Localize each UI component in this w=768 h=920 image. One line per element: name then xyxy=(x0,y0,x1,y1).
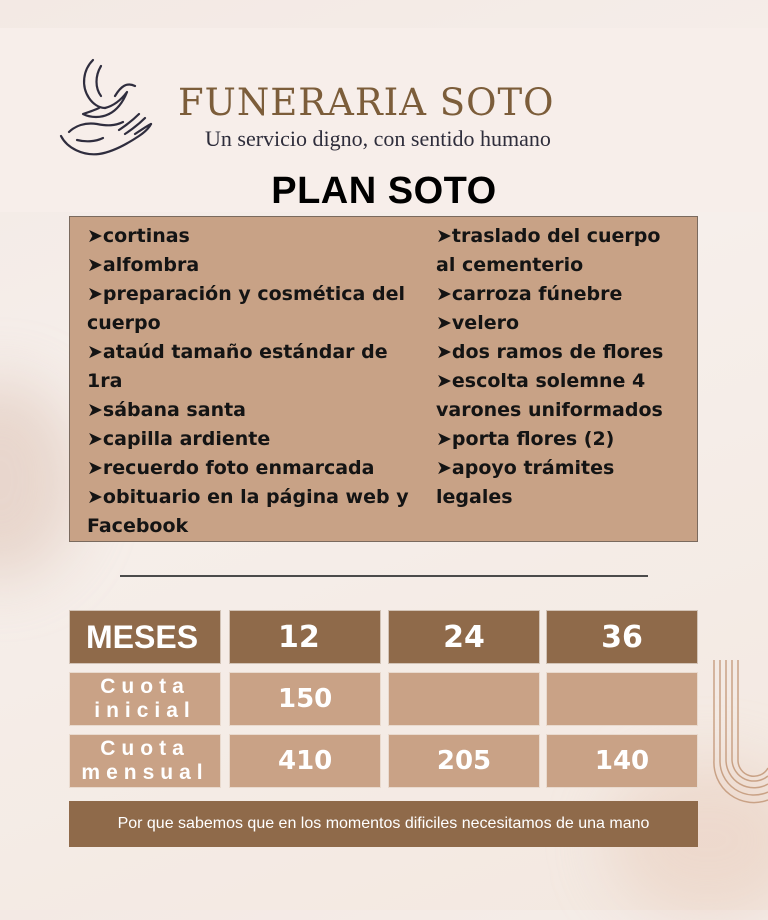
feature-item: ➤ carroza fúnebre xyxy=(436,280,686,309)
pricing-header-meses: MESES xyxy=(69,610,221,664)
features-right-list xyxy=(436,222,686,512)
pricing-cell: 410 xyxy=(229,734,381,788)
feature-item: ➤ ataúd tamaño estándar de 1ra xyxy=(87,338,417,396)
row-label-line: mensual xyxy=(81,761,209,784)
feature-item: ➤ obituario en la página web y Facebook xyxy=(87,483,417,541)
feature-item: ➤ velero xyxy=(436,309,686,338)
header-band xyxy=(0,28,768,212)
decorative-arcs-icon xyxy=(700,660,768,840)
feature-item: ➤ escolta solemne 4 varones uniformados xyxy=(436,367,686,425)
row-label-line: inicial xyxy=(94,699,196,722)
row-label-line: Cuota xyxy=(100,675,190,698)
section-divider xyxy=(120,575,648,577)
dove-hand-logo-icon xyxy=(55,56,155,168)
pricing-cell: 150 xyxy=(229,672,381,726)
pricing-cell: 205 xyxy=(388,734,540,788)
brand-name: FUNERARIA SOTO xyxy=(178,81,555,124)
feature-item: ➤ porta flores (2) xyxy=(436,425,686,454)
pricing-cell xyxy=(388,672,540,726)
pricing-header-month: 12 xyxy=(229,610,381,664)
background-glow-left xyxy=(0,380,80,580)
footer-message xyxy=(69,801,698,847)
pricing-row-label xyxy=(69,672,221,726)
feature-item: ➤ dos ramos de flores xyxy=(436,338,686,367)
feature-item: ➤ recuerdo foto enmarcada xyxy=(87,454,417,483)
plan-title: PLAN SOTO xyxy=(271,170,497,212)
feature-item: ➤ alfombra xyxy=(87,251,417,280)
pricing-header-month: 24 xyxy=(388,610,540,664)
footer-text: Por que sabemos que en los momentos dificiles necesitamos de una mano xyxy=(117,815,650,832)
pricing-cell xyxy=(546,672,698,726)
features-box xyxy=(69,216,698,542)
feature-item: ➤ preparación y cosmética del cuerpo xyxy=(87,280,417,338)
pricing-header-month: 36 xyxy=(546,610,698,664)
feature-item: ➤ traslado del cuerpo al cementerio xyxy=(436,222,686,280)
row-label-line: Cuota xyxy=(100,737,190,760)
feature-item: ➤ cortinas xyxy=(87,222,417,251)
pricing-row-label xyxy=(69,734,221,788)
feature-item: ➤ capilla ardiente xyxy=(87,425,417,454)
pricing-cell: 140 xyxy=(546,734,698,788)
brand-tagline: Un servicio digno, con sentido humano xyxy=(205,126,551,151)
features-left-list xyxy=(87,222,417,541)
feature-item: ➤ apoyo trámites legales xyxy=(436,454,686,512)
feature-item: ➤ sábana santa xyxy=(87,396,417,425)
